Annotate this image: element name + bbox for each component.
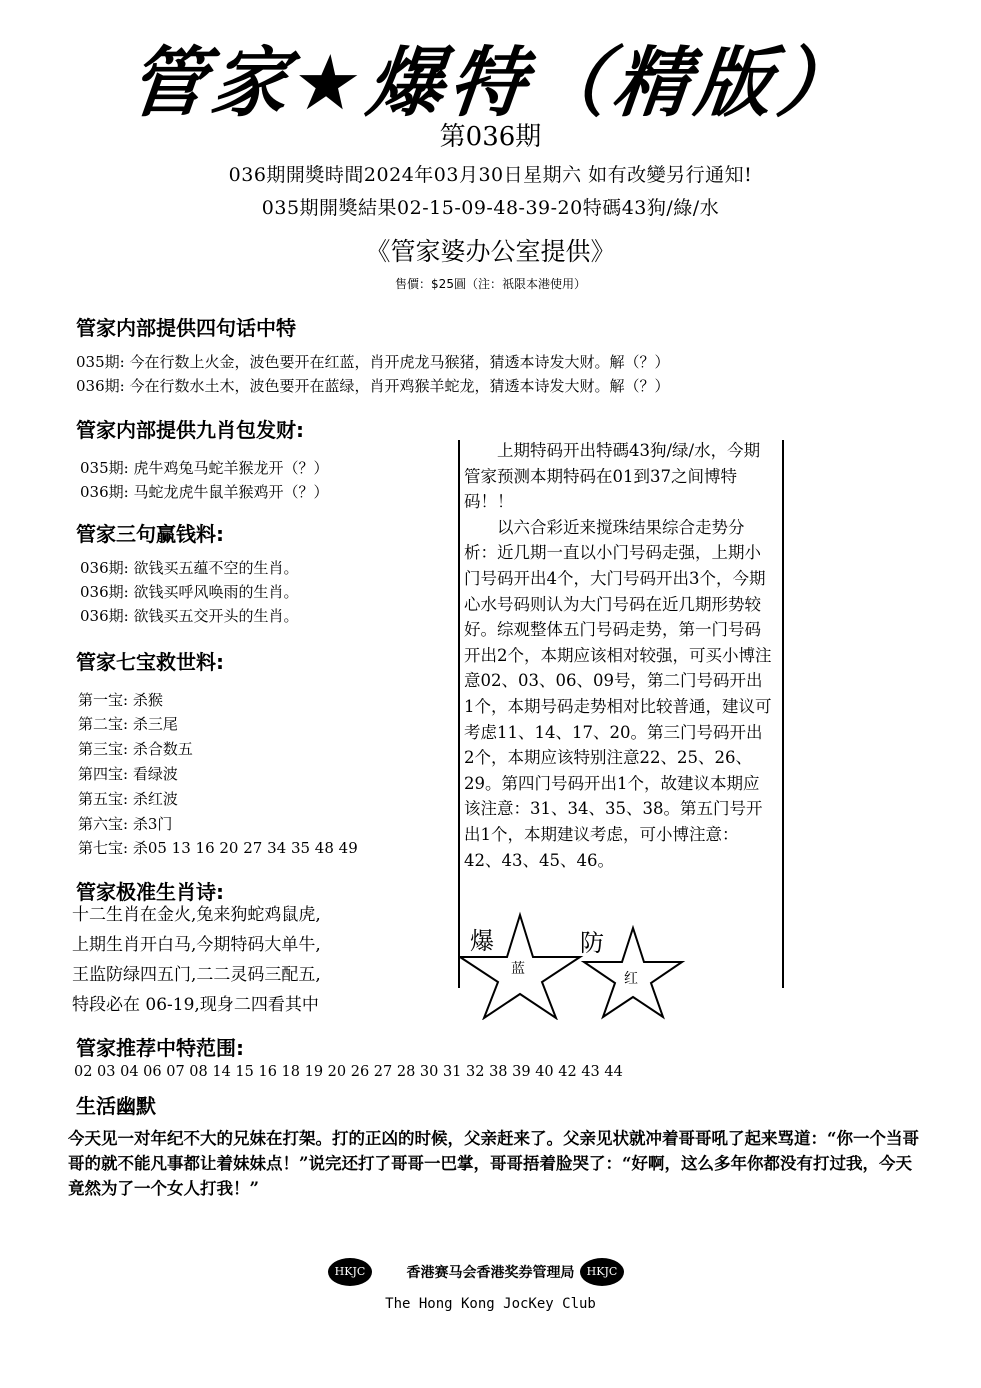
treasure-2: 第二宝: 杀三尾 [78, 715, 178, 733]
three-lines-2: 036期: 欲钱买呼风唤雨的生肖。 [80, 583, 299, 601]
last-result: 035期開獎結果02-15-09-48-39-20特碼43狗/綠/水 [261, 197, 720, 219]
treasure-3: 第三宝: 杀合数五 [78, 740, 193, 758]
hkjc-logo-right-icon: HKJC [580, 1258, 624, 1286]
section-nine-zodiac-heading: 管家内部提供九肖包发财: [76, 418, 304, 442]
humor-text: 今天见一对年纪不大的兄妹在打架。打的正凶的时候，父亲赶来了。父亲见状就冲着哥哥吼了起来骂道：“你一个当哥哥的就不能凡事都让着妹妹点！”说完还打了哥哥一巴掌，哥哥捂着脸哭了：“好啊，这么多年你都没有打过我，今天竟然为了一个女人打我！” [68, 1129, 919, 1198]
star-left-label: 爆 [470, 927, 494, 955]
nine-zodiac-035: 035期: 虎牛鸡兔马蛇羊猴龙开（？） [80, 459, 329, 477]
provider-line: 《管家婆办公室提供》 [365, 237, 616, 266]
analysis-text [464, 438, 772, 873]
treasure-1: 第一宝: 杀猴 [78, 691, 163, 709]
section-humor-heading: 生活幽默 [76, 1094, 156, 1118]
four-lines-035: 035期: 今在行数上火金，波色要开在红蓝，肖开虎龙马猴猪，猜透本诗发大财。解（？） [76, 353, 670, 371]
issue-number: 第036期 [439, 122, 542, 152]
analysis-paragraph-2: 以六合彩近来搅珠结果综合走势分析：近几期一直以小门号码走强，上期小门号码开出4个，大门号码开出3个，今期心水号码则认为大门号码在近几期形势较好。综观整体五门号码走势，第一门号码开出2个，本期应该相对较强，可买小博注意02、03、06、09号，第二门号码开出1个，本期号码走势相对比较普通，建议可考虑11、14、17、20。第三门号码开出2个，本期应该特别注意22、25、26、29。第四门号码开出1个，故建议本期应该注意：31、34、35、38。第五门号开出1个，本期建议考虑，可小博注意：42、43、45、46。 [464, 517, 772, 870]
section-zodiac-poem-heading: 管家极准生肖诗: [76, 880, 224, 904]
treasure-7: 第七宝: 杀05 13 16 20 27 34 35 48 49 [78, 839, 358, 857]
section-range-heading: 管家推荐中特范围: [76, 1036, 244, 1060]
treasure-6: 第六宝: 杀3门 [78, 815, 173, 833]
three-lines-1: 036期: 欲钱买五蕴不空的生肖。 [80, 559, 299, 577]
treasure-5: 第五宝: 杀红波 [78, 790, 178, 808]
footer-english: The Hong Kong JocKey Club [385, 1296, 596, 1312]
poem-line-3: 王监防绿四五门,二二灵码三配五, [72, 965, 321, 985]
range-numbers: 02 03 04 06 07 08 14 15 16 18 19 20 26 27 28 30 31 32 38 39 40 42 43 44 [74, 1064, 623, 1080]
section-four-lines-heading: 管家内部提供四句话中特 [76, 316, 296, 340]
three-lines-3: 036期: 欲钱买五交开头的生肖。 [80, 607, 299, 625]
star-right-label: 防 [580, 929, 604, 957]
page-title: 管家★爆特（精版） [124, 38, 865, 127]
star-left-inner: 蓝 [511, 961, 525, 977]
four-lines-036: 036期: 今在行数水土木，波色要开在蓝绿，肖开鸡猴羊蛇龙，猜透本诗发大财。解（？） [76, 377, 670, 395]
star-right-inner: 红 [624, 971, 638, 987]
star-left-icon [460, 910, 590, 1020]
draw-time: 036期開獎時間2024年03月30日星期六 如有改變另行通知! [228, 164, 753, 186]
footer-chinese: 香港赛马会香港奖券管理局 [406, 1265, 575, 1281]
analysis-paragraph-1: 上期特码开出特碼43狗/绿/水，今期管家预测本期特码在01到37之间博特码！！ [464, 441, 761, 512]
hkjc-logo-left-icon: HKJC [328, 1258, 372, 1286]
poem-line-4: 特段必在 06-19,现身二四看其中 [72, 995, 319, 1015]
price-line: 售價：$25圓（注：祇限本港使用） [395, 277, 586, 291]
nine-zodiac-036: 036期: 马蛇龙虎牛鼠羊猴鸡开（？） [80, 483, 329, 501]
section-seven-treasures-heading: 管家七宝救世料: [76, 650, 224, 674]
poem-line-1: 十二生肖在金火,兔来狗蛇鸡鼠虎, [72, 905, 321, 925]
section-three-lines-heading: 管家三句赢钱料: [76, 522, 224, 546]
treasure-4: 第四宝: 看绿波 [78, 765, 178, 783]
poem-line-2: 上期生肖开白马,今期特码大单牛, [72, 935, 321, 955]
